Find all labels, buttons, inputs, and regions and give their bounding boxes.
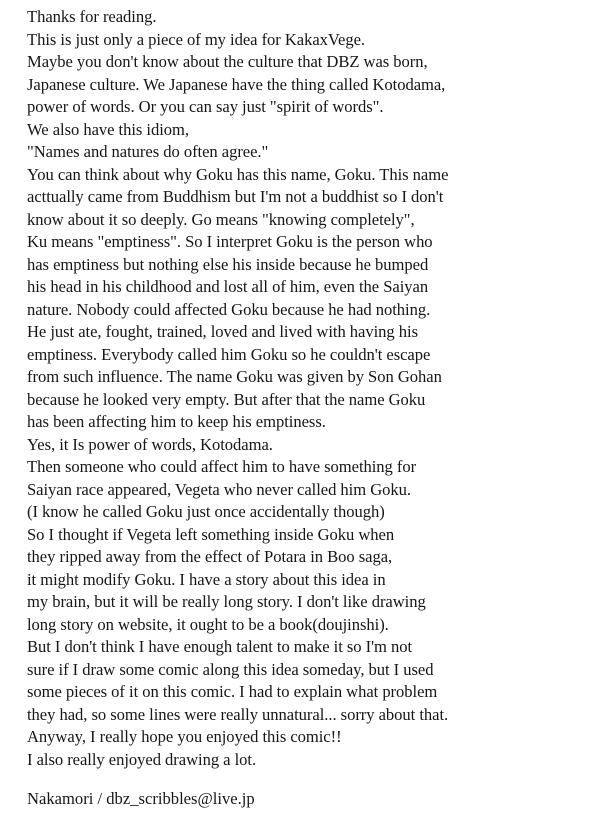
text-line: I also really enjoyed drawing a lot. [27,749,257,769]
text-line: This is just only a piece of my idea for KakaxVege. [27,29,365,49]
text-line: they ripped away from the effect of Potara in Boo saga, [27,547,393,566]
text-line: power of words. Or you can say just "spirit of words". [27,97,384,116]
text-line: He just ate, fought, trained, loved and lived with having his [27,322,418,341]
text-line: (I know he called Goku just once accidentally though) [27,502,385,521]
text-line: they had, so some lines were really unnatural... sorry about that. [27,704,449,724]
text-line: Ku means "emptiness". So I interpret Goku is the person who [27,232,433,251]
text-line: sure if I draw some comic along this idea someday, but I used [27,659,434,679]
text-line: nature. Nobody could affected Goku because he had nothing. [27,299,431,319]
text-line: know about it so deeply. Go means "knowing completely", [27,209,415,229]
text-line: Thanks for reading. [27,7,157,26]
text-line: long story on website, it ought to be a book(doujinshi). [27,614,389,634]
text-line: But I don't think I have enough talent to make it so I'm not [27,637,413,656]
text-line: Japanese culture. We Japanese have the thing called Kotodama, [27,74,446,94]
text-line: because he looked very empty. But after that the name Goku [27,389,426,409]
author-signature: Nakamori / dbz_scribbles@live.jp [27,789,255,808]
text-line: my brain, but it will be really long story. I don't like drawing [27,592,426,611]
text-line: Then someone who could affect him to have something for [27,457,417,476]
text-line: Saiyan race appeared, Vegeta who never called him Goku. [27,479,411,499]
text-line: We also have this idiom, [27,119,189,139]
text-line: it might modify Goku. I have a story about this idea in [27,569,386,589]
text-line: So I thought if Vegeta left something inside Goku when [27,524,395,544]
text-line: has emptiness but nothing else his inside because he bumped [27,254,429,274]
text-line: "Names and natures do often agree." [27,142,269,161]
text-line: Maybe you don't know about the culture that DBZ was born, [27,52,428,71]
text-line: acttually came from Buddhism but I'm not a buddhist so I don't [27,187,444,206]
text-line: his head in his childhood and lost all of him, even the Saiyan [27,277,429,296]
text-line: some pieces of it on this comic. I had to explain what problem [27,682,438,701]
text-line: You can think about why Goku has this name, Goku. This name [27,164,449,184]
text-line: emptiness. Everybody called him Goku so he couldn't escape [27,344,431,364]
text-line: has been affecting him to keep his emptiness. [27,412,326,431]
text-line: from such influence. The name Goku was given by Son Gohan [27,367,442,386]
afterword-text [27,6,597,771]
text-line: Yes, it Is power of words, Kotodama. [27,434,273,454]
text-line: Anyway, I really hope you enjoyed this comic!! [27,727,342,746]
